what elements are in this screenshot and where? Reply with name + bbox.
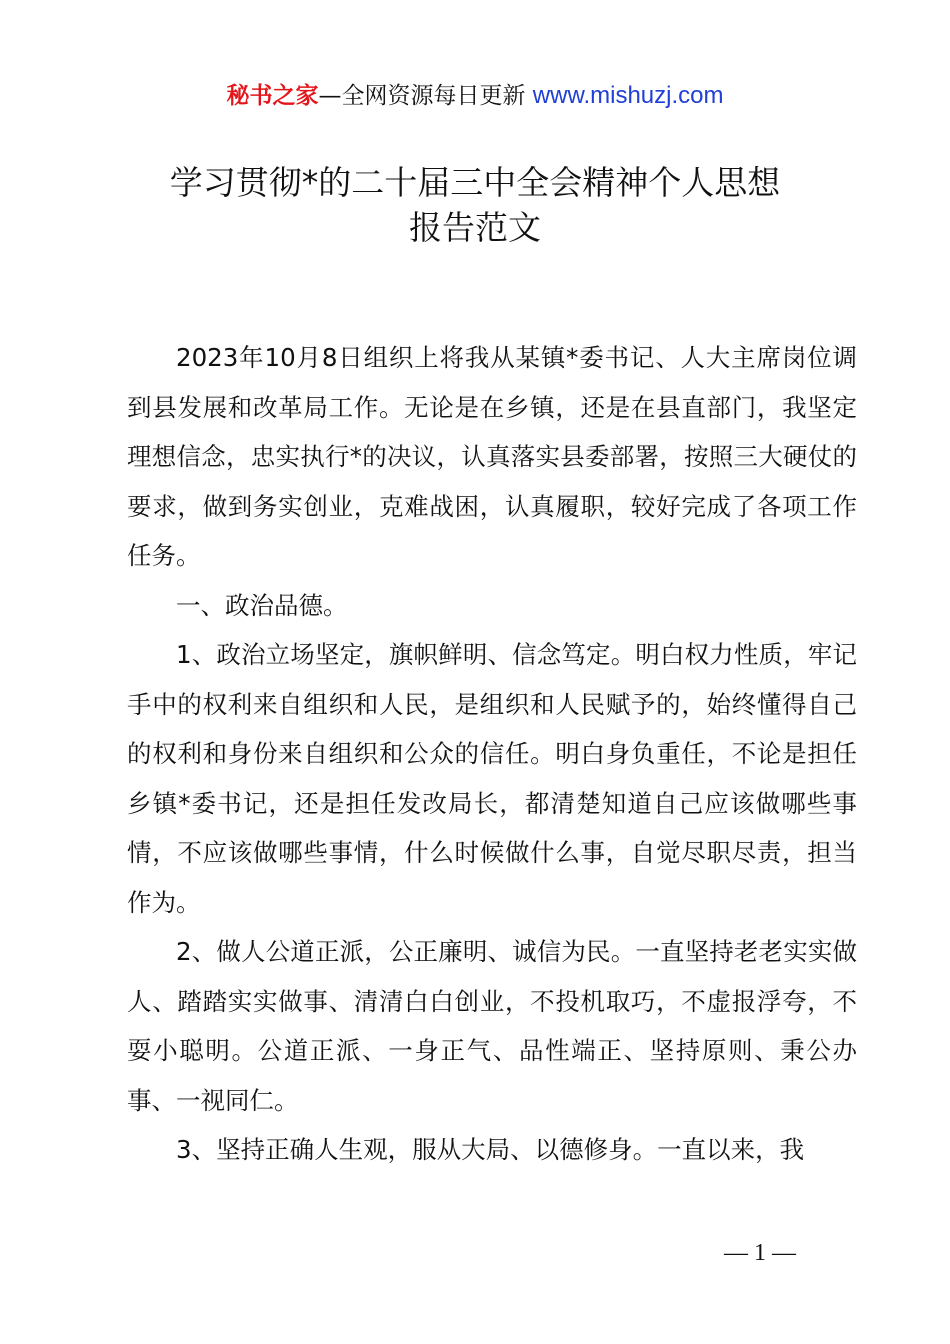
paragraph-item-2: 2、做人公道正派，公正廉明、诚信为民。一直坚持老老实实做人、踏踏实实做事、清清白白创业，不投机取巧，不虚报浮夸，不耍小聪明。公道正派、一身正气、品性端正、坚持原则、秉公办事、一视同仁。 xyxy=(127,937,857,1115)
banner-tagline: —全网资源每日更新 xyxy=(318,83,533,109)
section-heading-political-morality: 一、政治品德。 xyxy=(176,590,348,620)
paragraph-item-1: 1、政治立场坚定，旗帜鲜明、信念笃定。明白权力性质，牢记手中的权利来自组织和人民，是组织和人民赋予的，始终懂得自己的权利和身份来自组织和公众的信任。明白身负重任，不论是担任乡镇*委书记，还是担任发改局长，都清楚知道自己应该做哪些事情，不应该做哪些事情，什么时候做什么事，自觉尽职尽责，担当作为。 xyxy=(127,640,857,917)
title-line-2: 报告范文 xyxy=(409,208,541,247)
page-number: — 1 — xyxy=(724,1240,796,1266)
brand-name: 秘书之家 xyxy=(226,83,319,109)
paragraph-intro: 2023年10月8日组织上将我从某镇*委书记、人大主席岗位调到县发展和改革局工作。无论是在乡镇，还是在县直部门，我坚定理想信念，忠实执行*的决议，认真落实县委部署，按照三大硬仗的要求，做到务实创业，克难战困，认真履职，较好完成了各项工作任务。 xyxy=(127,343,857,570)
document-body xyxy=(127,333,857,1175)
document-title xyxy=(0,160,950,250)
title-line-1: 学习贯彻*的二十届三中全会精神个人思想 xyxy=(169,163,781,202)
site-banner xyxy=(0,80,950,112)
paragraph-item-3: 3、坚持正确人生观，服从大局、以德修身。一直以来，我 xyxy=(176,1135,805,1164)
site-url-link[interactable]: www.mishuzj.com xyxy=(532,82,724,109)
